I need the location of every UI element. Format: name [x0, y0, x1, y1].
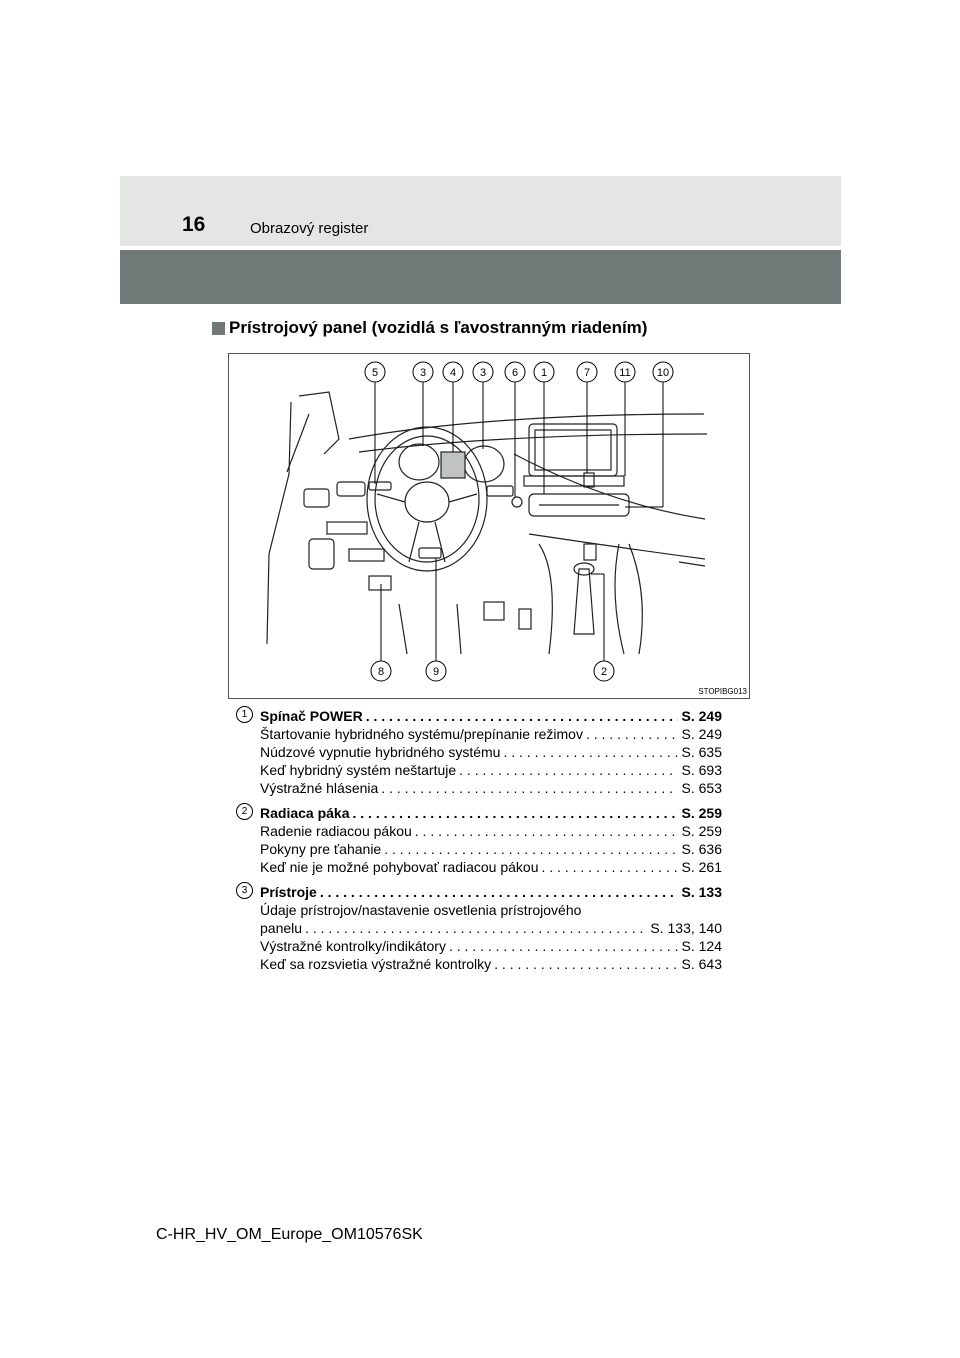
page-reference[interactable]: S. 133 — [681, 884, 722, 900]
running-title: Obrazový register — [250, 220, 369, 237]
dot-leader — [491, 955, 677, 973]
index-entries — [236, 707, 722, 980]
entry-item-text: Výstražné hlásenia — [260, 780, 379, 796]
page-reference[interactable]: S. 124 — [681, 938, 722, 954]
page-reference[interactable]: S. 693 — [681, 762, 722, 778]
header-dark-band — [120, 250, 841, 304]
dashboard-illustration — [228, 353, 750, 699]
entry-item-row — [260, 725, 722, 743]
top-callouts — [365, 362, 673, 382]
callout-number: 6 — [511, 367, 519, 379]
page-reference[interactable]: S. 249 — [681, 708, 722, 724]
entry-item-row — [260, 901, 722, 919]
callout-number: 8 — [377, 666, 385, 678]
entry-title-row — [260, 883, 722, 901]
entry-title: Prístroje — [260, 884, 317, 900]
entry-number-badge: 2 — [236, 803, 253, 820]
entry-number-badge: 1 — [236, 706, 253, 723]
index-entry — [236, 707, 722, 797]
entry-item-row — [260, 761, 722, 779]
figure-code: STOPIBG013 — [698, 687, 747, 696]
entry-item-text: panelu — [260, 920, 303, 936]
entry-item-text: Údaje prístrojov/nastavenie osvetlenia prístrojového — [260, 902, 582, 918]
callout-number: 9 — [432, 666, 440, 678]
entry-item-text: Keď hybridný systém neštartuje — [260, 762, 457, 778]
footer-code: C-HR_HV_OM_Europe_OM10576SK — [156, 1226, 423, 1243]
bottom-callouts — [371, 661, 614, 681]
callout-number: 11 — [619, 367, 631, 379]
entry-item-text: Núdzové vypnutie hybridného systému — [260, 744, 501, 760]
dashboard-drawing — [229, 354, 749, 698]
entry-item-row — [260, 840, 722, 858]
callout-number: 3 — [419, 367, 427, 379]
dot-leader — [378, 779, 677, 797]
entry-number-badge: 3 — [236, 882, 253, 899]
entry-item-row — [260, 822, 722, 840]
entry-item-text: Štartovanie hybridného systému/prepínanie režimov — [260, 726, 583, 742]
entry-item-row — [260, 779, 722, 797]
dot-leader — [456, 761, 677, 779]
index-entry — [236, 883, 722, 973]
dot-leader — [446, 937, 678, 955]
entry-item-text: Keď sa rozsvietia výstražné kontrolky — [260, 956, 492, 972]
page-reference[interactable]: S. 259 — [681, 823, 722, 839]
entry-title: Spínač POWER — [260, 708, 363, 724]
section-square-icon — [212, 322, 225, 335]
dot-leader — [500, 743, 677, 761]
entry-item-text: Keď nie je možné pohybovať radiacou pákou — [260, 859, 539, 875]
dot-leader — [317, 883, 678, 901]
entry-item-text: Radenie radiacou pákou — [260, 823, 412, 839]
entry-item-text: Výstražné kontrolky/indikátory — [260, 938, 446, 954]
dot-leader — [302, 919, 646, 937]
page-reference[interactable]: S. 259 — [681, 805, 722, 821]
dot-leader — [412, 822, 678, 840]
callout-number: 1 — [540, 367, 548, 379]
dot-leader — [350, 804, 678, 822]
dot-leader — [538, 858, 677, 876]
entry-title: Radiaca páka — [260, 805, 350, 821]
dot-leader — [363, 707, 678, 725]
callout-number: 3 — [479, 367, 487, 379]
entry-item-row — [260, 955, 722, 973]
entry-item-row — [260, 937, 722, 955]
index-entry — [236, 804, 722, 876]
entry-item-row — [260, 919, 722, 937]
entry-item-row — [260, 858, 722, 876]
page-reference[interactable]: S. 643 — [681, 956, 722, 972]
entry-item-text: Pokyny pre ťahanie — [260, 841, 382, 857]
section-title — [212, 318, 647, 338]
section-title-text: Prístrojový panel (vozidlá s ľavostranným riadením) — [229, 318, 648, 337]
callout-number: 7 — [583, 367, 591, 379]
entry-item-row — [260, 743, 722, 761]
page-reference[interactable]: S. 249 — [681, 726, 722, 742]
page-reference[interactable]: S. 635 — [681, 744, 722, 760]
callout-number: 4 — [449, 367, 457, 379]
entry-title-row — [260, 804, 722, 822]
page-reference[interactable]: S. 261 — [681, 859, 722, 875]
header-band — [120, 176, 841, 246]
page-reference[interactable]: S. 133, 140 — [650, 920, 722, 936]
callout-number: 10 — [656, 367, 670, 379]
page-reference[interactable]: S. 653 — [681, 780, 722, 796]
dot-leader — [381, 840, 677, 858]
entry-title-row — [260, 707, 722, 725]
callout-number: 2 — [600, 666, 608, 678]
page-number: 16 — [182, 213, 206, 236]
page-reference[interactable]: S. 636 — [681, 841, 722, 857]
callout-number: 5 — [371, 367, 379, 379]
dot-leader — [583, 725, 678, 743]
